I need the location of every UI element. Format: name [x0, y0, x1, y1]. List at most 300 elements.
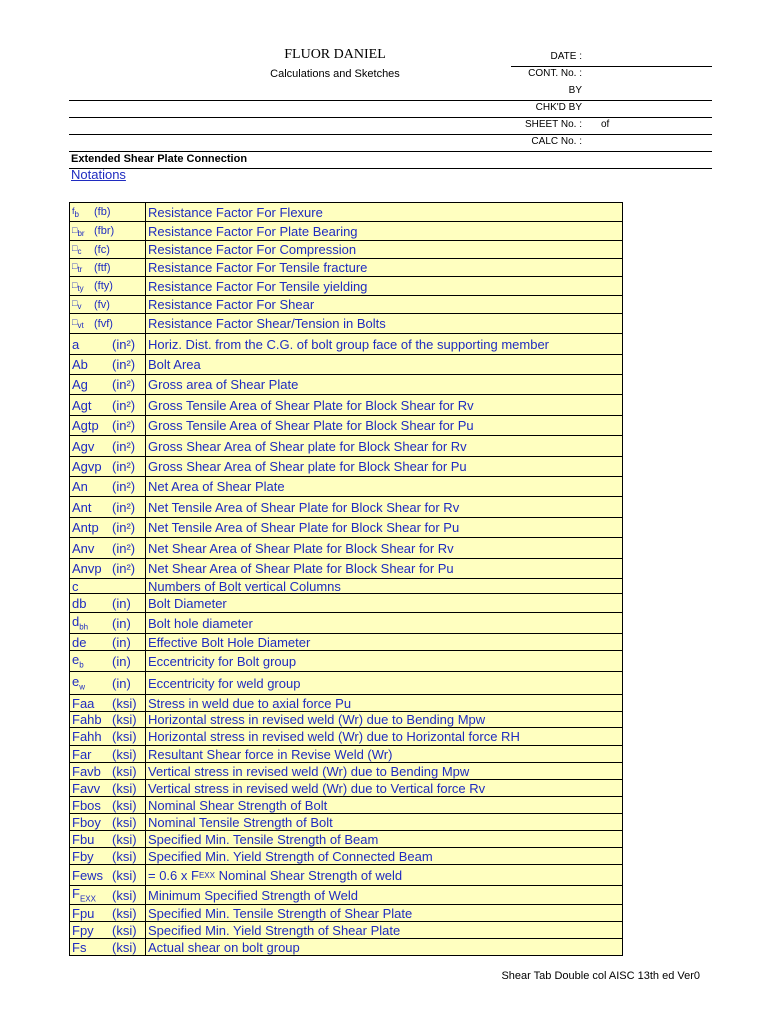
symbol-text: Fpu [72, 905, 95, 921]
description-subscript: EXX [198, 870, 215, 880]
description-text: Effective Bolt Hole Diameter [148, 634, 311, 650]
company-name: FLUOR DANIEL [284, 47, 386, 62]
notation-symbol [72, 747, 112, 762]
description-text: Vertical stress in revised weld (Wr) due to Vertical force Rv [148, 780, 486, 796]
description-text: Specified Min. Yield Strength of Connected Beam [148, 848, 433, 864]
notation-description [146, 203, 622, 221]
notation-symbol [72, 317, 94, 330]
notation-symbol-cell [70, 559, 146, 578]
table-row [70, 374, 622, 394]
notation-description [146, 334, 622, 354]
description-text: Net Area of Shear Plate [148, 479, 285, 494]
symbol-subscript: bh [79, 622, 89, 632]
symbol-text: Fbu [72, 831, 95, 847]
symbol-text: □ [72, 279, 78, 290]
notation-description [146, 296, 622, 313]
symbol-text: Fbos [72, 797, 101, 813]
notation-unit: (ksi) [112, 746, 137, 762]
table-row [70, 313, 622, 333]
notation-unit: (in²) [112, 357, 136, 372]
notation-unit: (in²) [112, 561, 136, 576]
notation-symbol [72, 243, 94, 256]
notation-symbol-cell [70, 579, 146, 593]
notation-symbol [72, 479, 112, 494]
table-row [70, 633, 622, 650]
notation-unit: (ksi) [112, 887, 137, 903]
chkd-by-label: CHK'D BY [535, 102, 582, 113]
notation-unit: (in²) [112, 438, 136, 454]
symbol-text: Favb [72, 763, 101, 779]
notation-description [146, 712, 622, 727]
notation-description [146, 457, 622, 476]
notation-description [146, 497, 622, 517]
symbol-subscript: b [79, 660, 84, 670]
notation-table [69, 202, 623, 956]
notation-symbol [72, 764, 112, 779]
description-text: Resistance Factor For Tensile fracture [148, 260, 368, 275]
description-text: Gross Shear Area of Shear plate for Block Shear for Rv [148, 438, 467, 454]
form-subtitle: Calculations and Sketches [270, 68, 400, 80]
description-text: Gross Tensile Area of Shear Plate for Block Shear for Rv [148, 397, 474, 413]
notation-symbol-cell [70, 355, 146, 374]
notation-unit: (in²) [112, 397, 136, 413]
notation-unit: (ksi) [112, 939, 137, 955]
notation-symbol [72, 868, 112, 883]
description-text: Eccentricity for weld group [148, 675, 301, 691]
table-row [70, 671, 622, 694]
notation-description [146, 277, 622, 295]
table-row [70, 921, 622, 938]
calc-no-label: CALC No. : [531, 136, 582, 147]
notation-symbol [72, 832, 112, 847]
notation-symbol-cell [70, 651, 146, 671]
notation-symbol [72, 849, 112, 864]
symbol-text: Fpy [72, 922, 94, 938]
notation-symbol [72, 337, 112, 352]
notation-description [146, 241, 622, 258]
description-text: Resistance Factor For Tensile yielding [148, 278, 368, 294]
notation-description [146, 905, 622, 921]
description-text: Resistance Factor For Shear [148, 297, 315, 312]
table-row [70, 694, 622, 711]
notation-symbol-cell [70, 905, 146, 921]
table-row [70, 354, 622, 374]
description-tail: Nominal Shear Strength of weld [214, 867, 403, 883]
description-text: Horizontal stress in revised weld (Wr) due to Horizontal force RH [148, 729, 520, 744]
notation-description [146, 886, 622, 904]
notation-description [146, 259, 622, 276]
notation-symbol-cell [70, 797, 146, 813]
symbol-text: Agv [72, 438, 95, 454]
description-text: Vertical stress in revised weld (Wr) due to Bending Mpw [148, 763, 470, 779]
notation-symbol [72, 357, 112, 372]
notation-symbol [72, 280, 94, 293]
notation-symbol [72, 886, 112, 904]
notation-unit: (ksi) [112, 867, 137, 883]
description-text: Specified Min. Tensile Strength of Shear Plate [148, 905, 413, 921]
notation-description [146, 375, 622, 394]
symbol-text: Agt [72, 397, 92, 413]
notation-symbol-cell [70, 728, 146, 745]
description-text: Resistance Factor For Flexure [148, 204, 323, 220]
notation-symbol [72, 261, 94, 274]
notation-symbol-cell [70, 395, 146, 415]
symbol-subscript: vt [77, 320, 84, 330]
notation-unit: (ksi) [112, 763, 137, 779]
notation-symbol-cell [70, 886, 146, 904]
notation-description [146, 831, 622, 847]
description-text: Net Tensile Area of Shear Plate for Block Shear for Pu [148, 520, 460, 535]
notation-symbol-cell [70, 672, 146, 694]
notation-description [146, 814, 622, 830]
rule-line [69, 134, 712, 135]
notation-symbol [72, 561, 112, 576]
notation-symbol-cell [70, 763, 146, 779]
notation-symbol-cell [70, 277, 146, 295]
rule-line [69, 168, 712, 169]
symbol-text: □ [72, 261, 78, 272]
notation-unit: (ksi) [112, 797, 137, 813]
table-row [70, 517, 622, 537]
notation-symbol [72, 674, 112, 692]
notation-description [146, 613, 622, 633]
notation-unit: (ksi) [112, 814, 137, 830]
notation-description [146, 848, 622, 864]
notation-symbol-cell [70, 203, 146, 221]
notation-description [146, 651, 622, 671]
notation-symbol [72, 596, 112, 611]
notation-unit: (in²) [112, 479, 136, 494]
symbol-text: Fahh [72, 729, 102, 744]
notation-symbol [72, 815, 112, 830]
notation-symbol-cell [70, 634, 146, 650]
rule-line [69, 100, 712, 101]
notation-symbol [72, 696, 112, 711]
notation-unit: (ksi) [112, 695, 137, 711]
table-row [70, 435, 622, 456]
symbol-text: Fs [72, 939, 87, 955]
notation-symbol-cell [70, 477, 146, 496]
notation-description [146, 355, 622, 374]
symbol-text: Antp [72, 520, 99, 535]
notation-description [146, 594, 622, 612]
symbol-text: db [72, 595, 87, 611]
notation-unit: (fc) [94, 243, 110, 256]
description-text: Specified Min. Tensile Strength of Beam [148, 831, 379, 847]
notation-unit: (in²) [112, 377, 136, 392]
notation-symbol-cell [70, 314, 146, 333]
notation-symbol [72, 418, 112, 433]
table-row [70, 593, 622, 612]
description-text: Bolt Diameter [148, 595, 227, 611]
notation-symbol [72, 298, 94, 311]
notations-heading: Notations [71, 167, 126, 182]
description-text: Stress in weld due to axial force Pu [148, 695, 352, 711]
notation-unit: (ksi) [112, 905, 137, 921]
notation-symbol [72, 500, 112, 515]
notation-description [146, 763, 622, 779]
notation-symbol [72, 906, 112, 921]
symbol-text: Agtp [72, 418, 99, 433]
notation-unit: (fvf) [94, 317, 113, 330]
description-text: Net Tensile Area of Shear Plate for Block Shear for Rv [148, 499, 460, 515]
symbol-subscript: br [77, 228, 85, 238]
table-row [70, 864, 622, 885]
symbol-text: Fews [72, 867, 104, 883]
notation-description [146, 797, 622, 813]
table-row [70, 394, 622, 415]
notation-symbol-cell [70, 497, 146, 517]
notation-description [146, 416, 622, 435]
table-row [70, 727, 622, 745]
symbol-text: □ [72, 243, 78, 254]
table-row [70, 203, 622, 221]
description-text: Gross Shear Area of Shear plate for Block Shear for Pu [148, 459, 467, 474]
document-title: Extended Shear Plate Connection [71, 153, 248, 165]
notation-symbol-cell [70, 922, 146, 938]
description-text: Resultant Shear force in Revise Weld (Wr) [148, 746, 393, 762]
description-text: Numbers of Bolt vertical Columns [148, 579, 341, 593]
description-text: Horizontal stress in revised weld (Wr) due to Bending Mpw [148, 712, 486, 727]
description-text: Resistance Factor For Plate Bearing [148, 223, 358, 239]
rule-line [511, 66, 712, 67]
symbol-text: Fahb [72, 712, 102, 727]
notation-unit: (in) [112, 595, 131, 611]
table-row [70, 558, 622, 578]
table-row [70, 938, 622, 955]
description-text: Net Shear Area of Shear Plate for Block Shear for Rv [148, 540, 454, 556]
notation-symbol [72, 923, 112, 938]
symbol-text: An [72, 479, 88, 494]
table-row [70, 456, 622, 476]
notation-symbol-cell [70, 222, 146, 240]
description-text: Specified Min. Yield Strength of Shear Plate [148, 922, 401, 938]
notation-description [146, 780, 622, 796]
table-row [70, 537, 622, 558]
description-text: Actual shear on bolt group [148, 939, 300, 955]
notation-symbol [72, 579, 112, 593]
table-row [70, 745, 622, 762]
description-text: Bolt Area [148, 357, 201, 372]
symbol-text: □ [72, 298, 78, 309]
table-row [70, 904, 622, 921]
notation-unit: (ksi) [112, 848, 137, 864]
notation-unit: (in) [112, 615, 131, 631]
symbol-text: □ [72, 317, 78, 328]
notation-symbol-cell [70, 712, 146, 727]
description-text: Bolt hole diameter [148, 615, 253, 631]
date-label: DATE : [550, 51, 582, 62]
notation-symbol-cell [70, 939, 146, 955]
notation-symbol-cell [70, 436, 146, 456]
notation-unit: (ksi) [112, 780, 137, 796]
table-row [70, 813, 622, 830]
notation-symbol-cell [70, 613, 146, 633]
rule-line [69, 117, 712, 118]
table-row [70, 612, 622, 633]
table-row [70, 415, 622, 435]
table-row [70, 496, 622, 517]
notation-unit: (fb) [94, 206, 111, 218]
notation-unit: (fv) [94, 298, 110, 311]
notation-symbol [72, 398, 112, 413]
notation-description [146, 634, 622, 650]
description-text: Gross area of Shear Plate [148, 377, 299, 392]
notation-symbol-cell [70, 241, 146, 258]
notation-unit: (ksi) [112, 831, 137, 847]
symbol-subscript: b [74, 209, 79, 219]
symbol-text: de [72, 634, 87, 650]
notation-symbol [72, 439, 112, 454]
symbol-text: Favv [72, 780, 101, 796]
notation-description [146, 395, 622, 415]
notation-symbol [72, 798, 112, 813]
sheet-no-label: SHEET No. : [524, 119, 582, 130]
notation-description [146, 728, 622, 745]
table-row [70, 258, 622, 276]
notation-description [146, 477, 622, 496]
table-row [70, 276, 622, 295]
description-text: Minimum Specified Strength of Weld [148, 887, 359, 903]
symbol-subscript: c [77, 246, 82, 256]
notation-symbol-cell [70, 457, 146, 476]
symbol-text: Ab [72, 357, 88, 372]
notation-unit: (ksi) [112, 729, 137, 744]
table-row [70, 295, 622, 313]
notation-symbol [72, 635, 112, 650]
notation-description [146, 865, 622, 885]
table-row [70, 885, 622, 904]
cont-no-label: CONT. No. : [528, 68, 582, 79]
notation-unit: (fbr) [94, 225, 115, 237]
notation-unit: (in²) [112, 418, 136, 433]
notation-description [146, 559, 622, 578]
notation-unit: (in) [112, 675, 131, 691]
symbol-subscript: v [77, 301, 82, 311]
notation-symbol-cell [70, 814, 146, 830]
notation-description [146, 672, 622, 694]
symbol-subscript: tr [77, 264, 83, 274]
table-row [70, 240, 622, 258]
table-row [70, 221, 622, 240]
notation-symbol [72, 459, 112, 474]
symbol-text: Far [72, 746, 92, 762]
symbol-text: Ag [72, 377, 88, 392]
table-row [70, 830, 622, 847]
sheet-of-label: of [601, 119, 610, 130]
description-text: Eccentricity for Bolt group [148, 653, 297, 669]
notation-symbol-cell [70, 518, 146, 537]
notation-symbol [72, 541, 112, 556]
symbol-subscript: ty [77, 283, 84, 293]
notation-symbol-cell [70, 695, 146, 711]
notation-unit: (in) [112, 653, 131, 669]
notation-unit: (in²) [112, 459, 136, 474]
notation-description [146, 939, 622, 955]
description-text: Nominal Tensile Strength of Bolt [148, 814, 333, 830]
notation-symbol-cell [70, 848, 146, 864]
symbol-text: e [72, 652, 80, 668]
notation-unit: (in) [112, 634, 131, 650]
notation-description [146, 314, 622, 333]
notation-unit: (ksi) [112, 922, 137, 938]
notation-symbol-cell [70, 296, 146, 313]
table-row [70, 762, 622, 779]
notation-description [146, 538, 622, 558]
notation-symbol [72, 940, 112, 955]
notation-symbol [72, 225, 94, 238]
symbol-text: c [72, 579, 79, 593]
symbol-subscript: w [79, 682, 86, 692]
notation-description [146, 436, 622, 456]
notation-unit: (ksi) [112, 712, 137, 727]
notation-unit: (fty) [94, 280, 113, 292]
notation-unit: (ftf) [94, 261, 111, 274]
notation-symbol-cell [70, 416, 146, 435]
description-text: Resistance Factor For Compression [148, 242, 357, 257]
notation-unit: (in²) [112, 336, 136, 352]
symbol-text: e [72, 674, 80, 690]
notation-unit: (in²) [112, 520, 136, 535]
notation-symbol-cell [70, 780, 146, 796]
table-row [70, 779, 622, 796]
notation-symbol-cell [70, 259, 146, 276]
notation-symbol [72, 520, 112, 535]
symbol-text: d [72, 614, 80, 630]
symbol-text: Fboy [72, 814, 101, 830]
notation-symbol [72, 377, 112, 392]
table-row [70, 650, 622, 671]
notation-symbol [72, 614, 112, 632]
notation-description [146, 222, 622, 240]
description-text: Nominal Shear Strength of Bolt [148, 797, 328, 813]
description-text: Horiz. Dist. from the C.G. of bolt group face of the supporting member [148, 336, 550, 352]
description-text: Net Shear Area of Shear Plate for Block Shear for Pu [148, 561, 454, 576]
notation-symbol [72, 781, 112, 796]
table-row [70, 847, 622, 864]
table-row [70, 578, 622, 593]
symbol-text: Faa [72, 695, 95, 711]
notation-symbol-cell [70, 334, 146, 354]
description-text: Resistance Factor Shear/Tension in Bolts [148, 316, 386, 331]
table-row [70, 333, 622, 354]
description-text: = 0.6 x F [148, 867, 199, 883]
notation-symbol-cell [70, 538, 146, 558]
symbol-text: Anv [72, 540, 95, 556]
notation-description [146, 746, 622, 762]
notation-description [146, 518, 622, 537]
notation-symbol-cell [70, 831, 146, 847]
rule-line [69, 151, 712, 152]
notation-symbol-cell [70, 865, 146, 885]
notation-description [146, 695, 622, 711]
table-row [70, 796, 622, 813]
symbol-text: Fby [72, 848, 94, 864]
symbol-text: F [72, 886, 80, 902]
footer-note: Shear Tab Double col AISC 13th ed Ver0 [501, 970, 700, 982]
by-label: BY [568, 85, 582, 96]
notation-symbol-cell [70, 375, 146, 394]
symbol-subscript: EXX [79, 894, 96, 904]
symbol-text: f [72, 205, 75, 216]
notation-unit: (in²) [112, 499, 136, 515]
notation-unit: (in²) [112, 540, 136, 556]
symbol-text: Agvp [72, 459, 102, 474]
symbol-text: Ant [72, 499, 92, 515]
notation-description [146, 579, 622, 593]
table-row [70, 711, 622, 727]
notation-symbol [72, 729, 112, 744]
